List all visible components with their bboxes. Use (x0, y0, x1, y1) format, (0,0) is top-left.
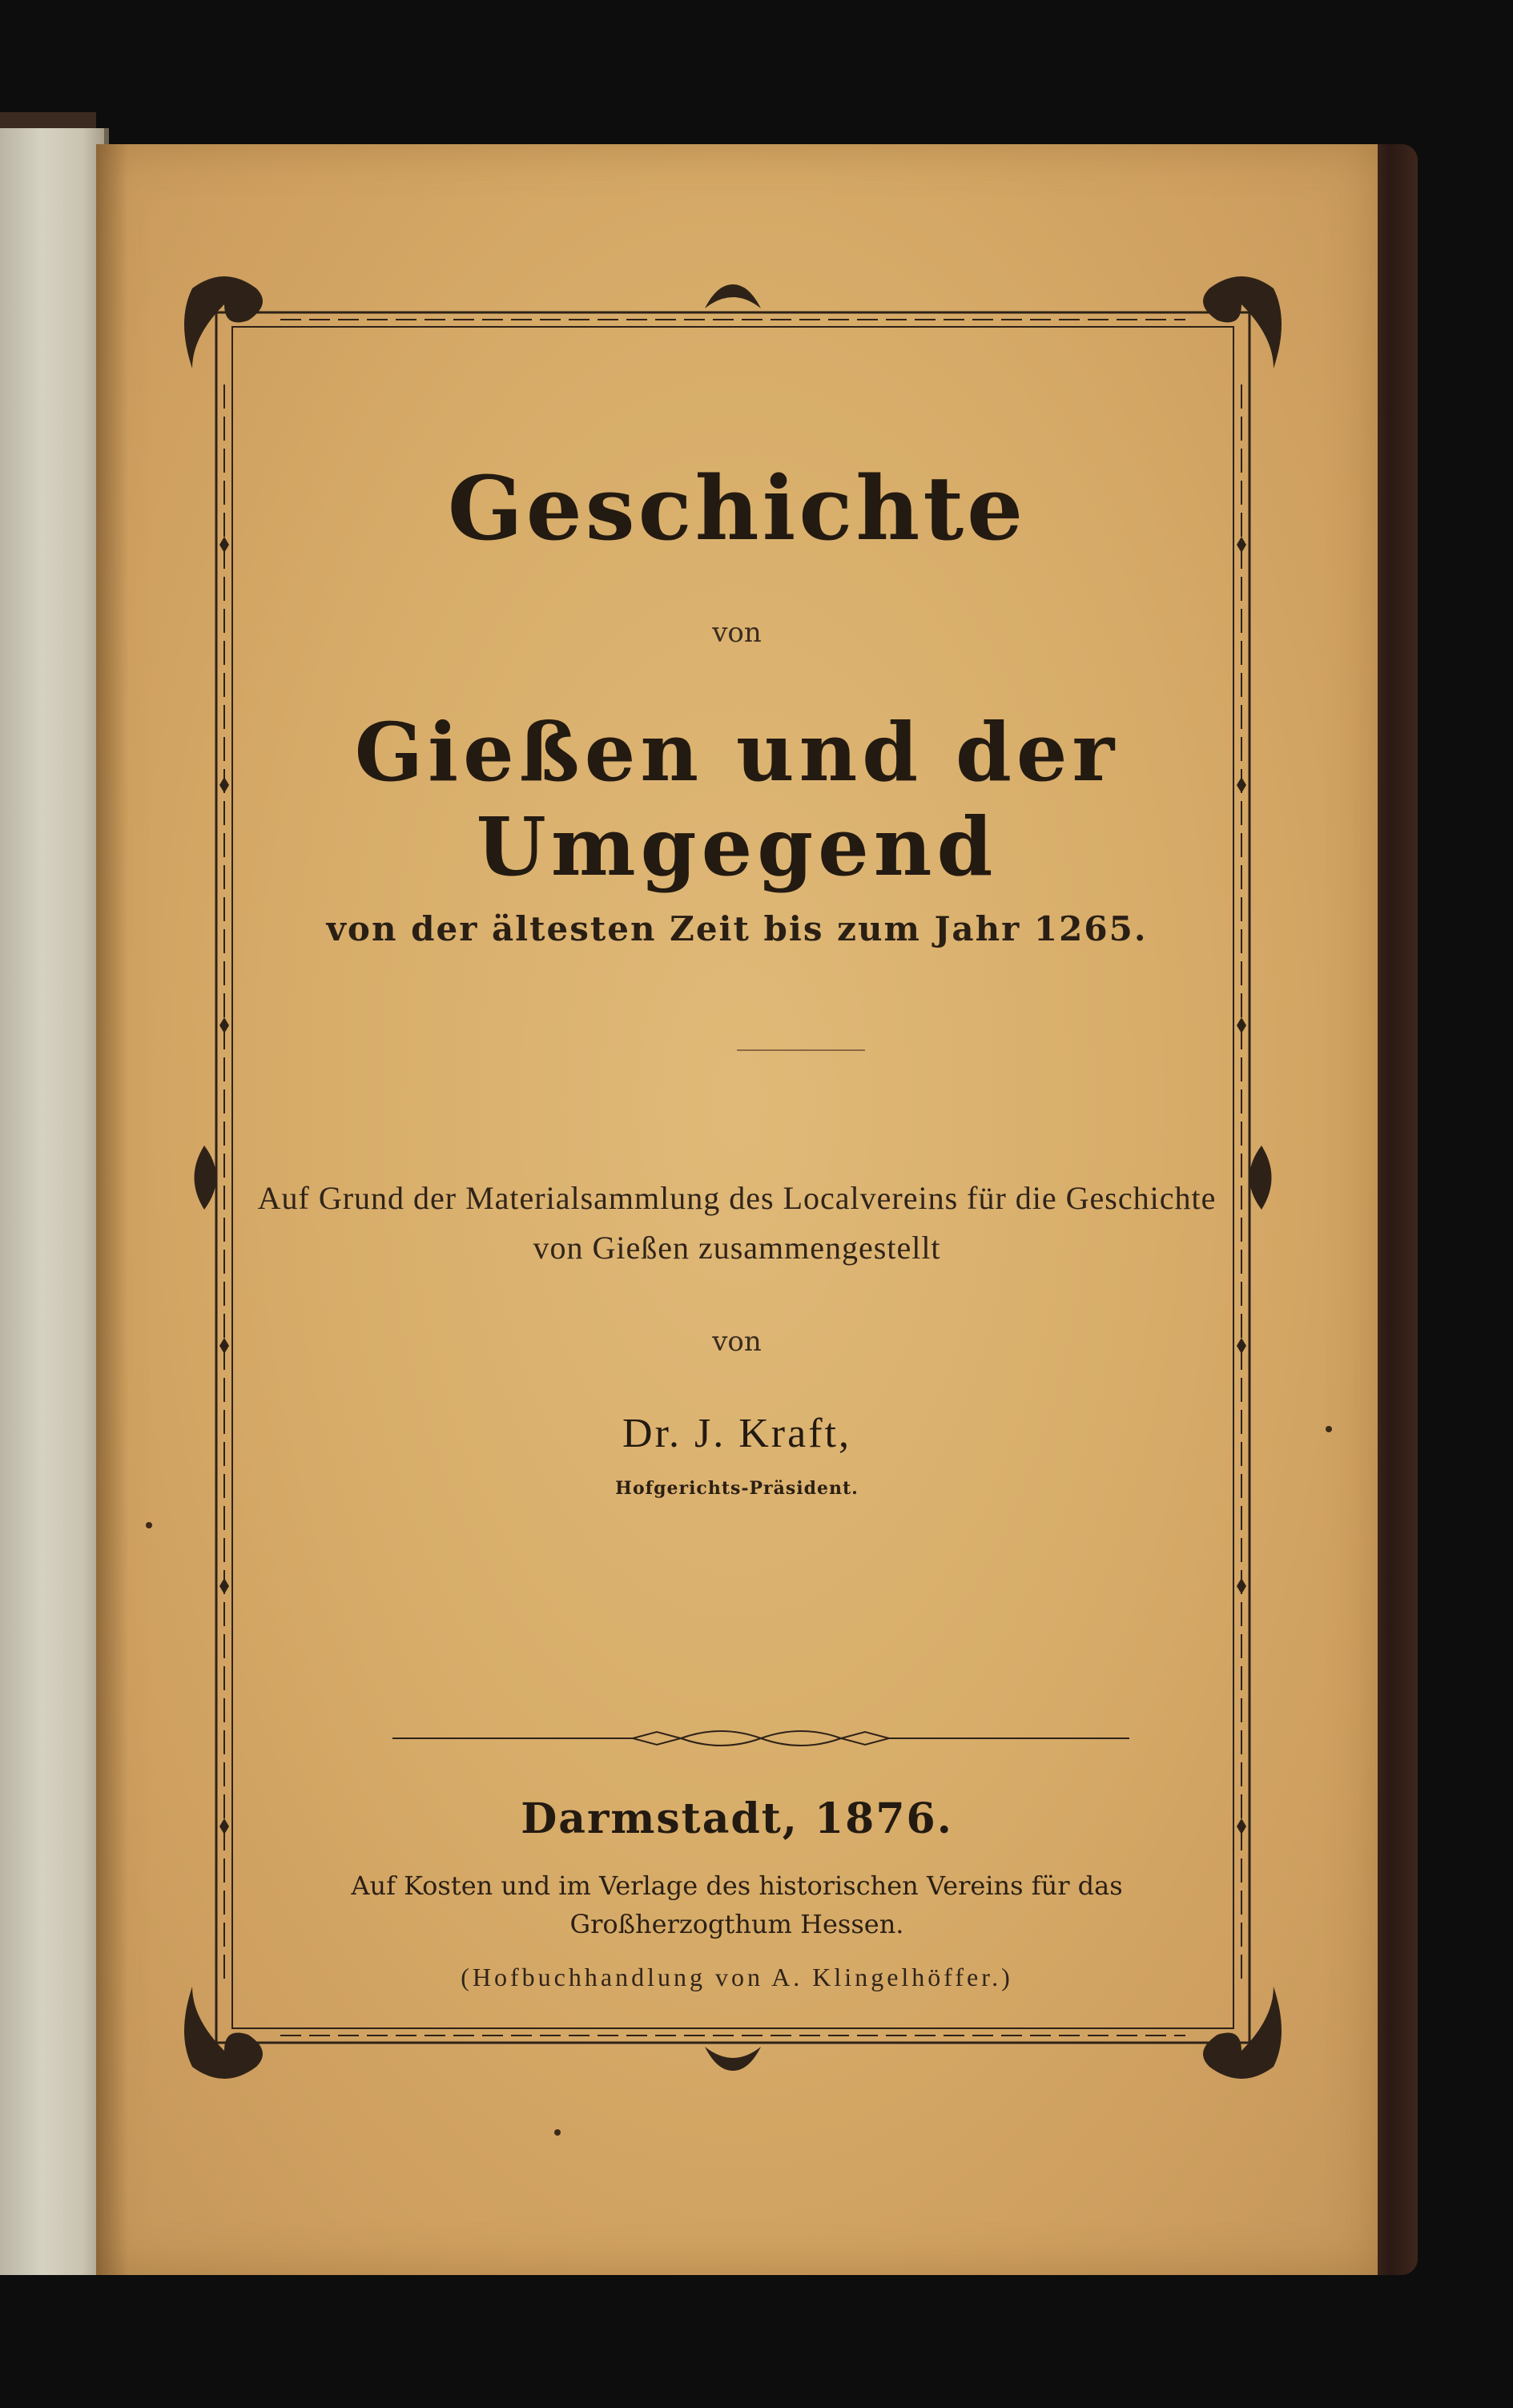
paper-speck (1326, 1426, 1332, 1432)
publisher-line-2: Großherzogthum Hessen. (569, 1909, 904, 1939)
von-line-2: von (712, 1326, 762, 1358)
publisher-text (96, 1866, 1378, 1943)
paper-speck (554, 2129, 561, 2136)
paper-speck (146, 1522, 152, 1528)
page-title: Geschichte (447, 457, 1027, 560)
printer-line: (Hofbuchhandlung von A. Klingelhöffer.) (461, 1963, 1013, 1991)
subject-title: Gießen und der Umgegend (354, 705, 1120, 894)
publisher-line-1: Auf Kosten und im Verlage des historischen Vereins für das (351, 1870, 1123, 1901)
von-line-1: von (712, 617, 762, 649)
basis-line-1: Auf Grund der Materialsammlung des Localvereins für die Geschichte (257, 1180, 1217, 1216)
title-page (96, 144, 1378, 2275)
author-role: Hofgerichts-Präsident. (615, 1478, 859, 1499)
period-line: von der ältesten Zeit bis zum Jahr 1265. (326, 909, 1148, 948)
basis-line-2: von Gießen zusammengestellt (533, 1230, 941, 1266)
author-name: Dr. J. Kraft, (622, 1411, 851, 1456)
place-and-year: Darmstadt, 1876. (521, 1794, 953, 1843)
short-rule (737, 1049, 865, 1051)
facing-leaf (0, 128, 109, 2275)
ornamental-divider (392, 1722, 1129, 1754)
basis-text (96, 1174, 1378, 1273)
